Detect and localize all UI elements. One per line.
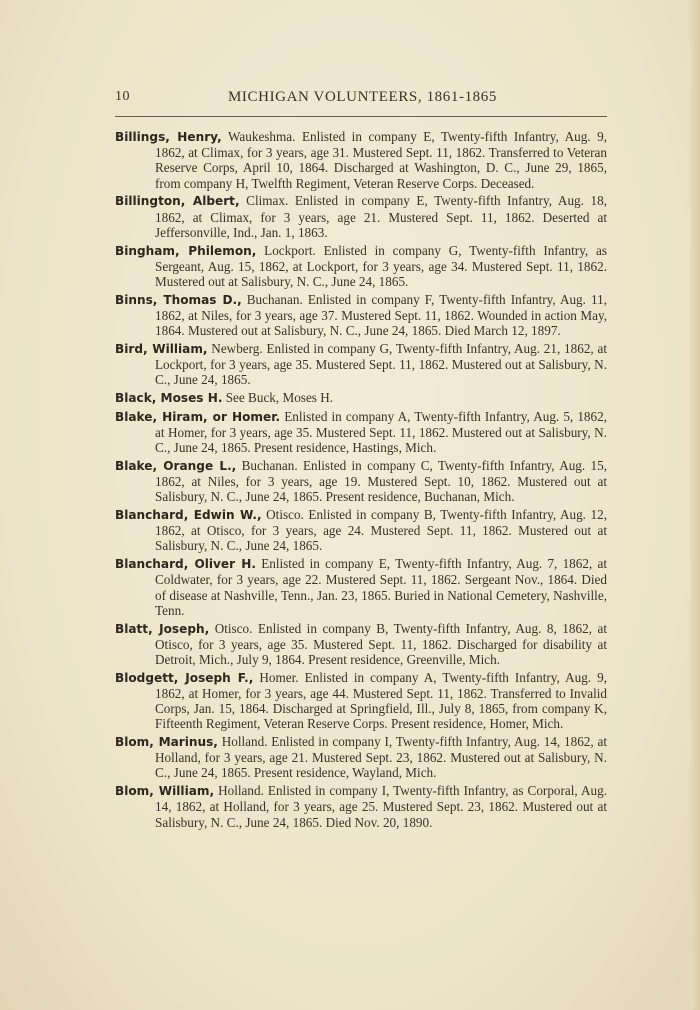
entry-text: Lockport. Enlisted in company G, Twenty-fifth Infantry, as Sergeant, Aug. 15, 1862, at Lockport, for 3 years, age 34. Mustered Sept. 11, 1862. Mustered out at Salisbury, N. C., June 24, 1865. bbox=[155, 242, 607, 289]
page-edge bbox=[690, 0, 700, 1010]
entry-text: Buchanan. Enlisted in company F, Twenty-fifth Infantry, Aug. 11, 1862, at Niles, for 3 years, age 37. Mustered Sept. 11, 1862. Wounded in action May, 1864. Mustered out at Salisbury, N. C., June 24, 1865. Died March 12, 1897. bbox=[155, 291, 608, 339]
roster-entry bbox=[115, 458, 607, 505]
soldier-name: Billington, Albert, bbox=[115, 194, 240, 209]
soldier-name: Blodgett, Joseph F., bbox=[115, 670, 254, 685]
soldier-name: Blanchard, Oliver H. bbox=[115, 557, 256, 572]
soldier-name: Blake, Orange L., bbox=[115, 458, 237, 473]
page-number: 10 bbox=[115, 89, 130, 104]
entry-text: Homer. Enlisted in company A, Twenty-fifth Infantry, Aug. 9, 1862, at Homer, for 3 years, age 44. Mustered Sept. 11, 1862. Transferred to Invalid Corps, Jan. 15, 1864. Discharged at Springfield, Ill., July 8, 1865, from company K, Fifteenth Regiment, Veteran Reserve Corps. Present residence, Homer, Mich. bbox=[155, 669, 607, 732]
header-rule bbox=[115, 116, 607, 117]
entry-text: Otisco. Enlisted in company B, Twenty-fifth Infantry, Aug. 12, 1862, at Otisco, for 3 years, age 24. Mustered Sept. 11, 1862. Mustered out at Salisbury, N. C., June 24, 1865. bbox=[155, 507, 607, 554]
roster-entry bbox=[115, 670, 607, 732]
roster-entry bbox=[115, 390, 607, 406]
soldier-name: Blom, William, bbox=[115, 784, 215, 799]
roster-entry bbox=[115, 734, 607, 781]
soldier-name: Blom, Marinus, bbox=[115, 735, 218, 750]
entry-text: Climax. Enlisted in company E, Twenty-fifth Infantry, Aug. 18, 1862, at Climax, for 3 years, age 21. Mustered Sept. 11, 1862. Deserted at Jeffersonville, Ind., Jan. 1, 1863. bbox=[155, 193, 607, 240]
soldier-name: Blatt, Joseph, bbox=[115, 621, 210, 636]
entry-text: Holland. Enlisted in company I, Twenty-fifth Infantry, as Corporal, Aug. 14, 1862, at Holland, for 3 years, age 25. Mustered Sept. 23, 1862. Mustered out at Salisbury, N. C., June 24, 1865. Died Nov. 20, 1890. bbox=[155, 783, 608, 830]
roster-list bbox=[115, 129, 607, 832]
entry-text: Newberg. Enlisted in company G, Twenty-fifth Infantry, Aug. 21, 1862, at Lockport, for 3 years, age 35. Mustered Sept. 11, 1862. Mustered out at Salisbury, N. C., June 24, 1865. bbox=[155, 340, 607, 388]
entry-text: See Buck, Moses H. bbox=[225, 389, 334, 405]
soldier-name: Blanchard, Edwin W., bbox=[115, 508, 262, 523]
roster-entry bbox=[115, 783, 607, 830]
roster-entry bbox=[115, 507, 607, 554]
roster-entry bbox=[115, 292, 607, 339]
soldier-name: Blake, Hiram, or Homer. bbox=[115, 409, 281, 424]
roster-entry bbox=[115, 243, 607, 290]
soldier-name: Bingham, Philemon, bbox=[115, 243, 257, 258]
roster-entry bbox=[115, 341, 607, 388]
entry-text: Waukeshma. Enlisted in company E, Twenty-fifth Infantry, Aug. 9, 1862, at Climax, for 3 years, age 31. Mustered Sept. 11, 1862. Transferred to Veteran Reserve Corps, April 10, 1864. Discharged at Washington, D. C., June 29, 1865, from company H, Twelfth Regiment, Veteran Reserve Corps. Deceased. bbox=[155, 129, 608, 191]
page-header bbox=[115, 89, 607, 111]
soldier-name: Binns, Thomas D., bbox=[115, 292, 242, 307]
running-title: MICHIGAN VOLUNTEERS, 1861-1865 bbox=[228, 89, 497, 105]
entry-text: Holland. Enlisted in company I, Twenty-fifth Infantry, Aug. 14, 1862, at Holland, for 3 years, age 21. Mustered Sept. 23, 1862. Mustered out at Salisbury, N. C., June 24, 1865. Present residence, Wayland, Mich. bbox=[155, 734, 608, 781]
entry-text: Buchanan. Enlisted in company C, Twenty-fifth Infantry, Aug. 15, 1862, at Niles, for 3 years, age 19. Mustered Sept. 10, 1862. Mustered out at Salisbury, N. C., June 24, 1865. Present residence, Buchanan, Mich. bbox=[155, 457, 607, 505]
soldier-name: Bird, William, bbox=[115, 341, 208, 356]
roster-entry bbox=[115, 129, 607, 191]
roster-entry bbox=[115, 409, 607, 456]
soldier-name: Black, Moses H. bbox=[115, 390, 223, 405]
entry-text: Otisco. Enlisted in company B, Twenty-fifth Infantry, Aug. 8, 1862, at Otisco, for 3 years, age 35. Mustered Sept. 11, 1862. Discharged for disability at Detroit, Mich., July 9, 1864. Present residence, Greenville, Mich. bbox=[155, 620, 607, 667]
roster-entry bbox=[115, 621, 607, 668]
entry-text: Enlisted in company E, Twenty-fifth Infantry, Aug. 7, 1862, at Coldwater, for 3 years, age 22. Mustered Sept. 11, 1862. Sergeant Nov., 1864. Died of disease at Nashville, Tenn., Jan. 23, 1865. Buried in National Cemetery, Nashville, Tenn. bbox=[155, 556, 608, 618]
entry-text: Enlisted in company A, Twenty-fifth Infantry, Aug. 5, 1862, at Homer, for 3 years, age 35. Mustered Sept. 11, 1862. Mustered out at Salisbury, N. C., June 24, 1865. Present residence, Hastings, Mich. bbox=[155, 408, 607, 456]
roster-entry bbox=[115, 193, 607, 240]
soldier-name: Billings, Henry, bbox=[115, 130, 222, 144]
roster-entry bbox=[115, 556, 607, 618]
